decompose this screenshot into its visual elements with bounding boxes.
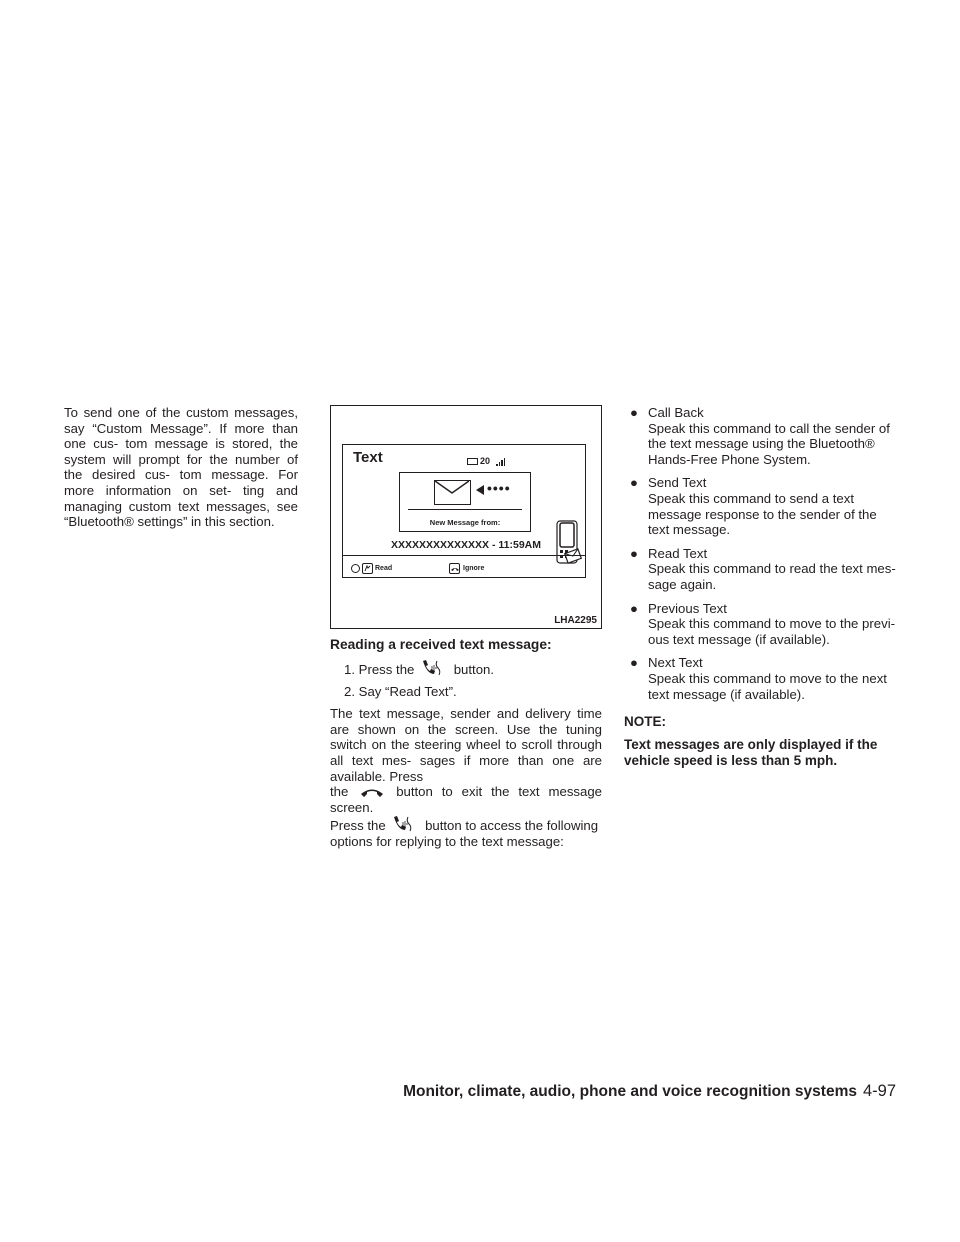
bullet-description: Speak this command to move to the previ- ous text message (if available). [648,616,896,647]
read-action[interactable] [351,561,392,577]
ignore-action[interactable] [449,561,484,577]
bullet-icon: ● [630,405,638,420]
step-1-suffix: button. [453,662,495,677]
ignore-label: Ignore [463,565,485,572]
display-screen [342,444,586,578]
custom-message-paragraph: To send one of the custom messages, say “Custom Message”. If more than one cus- tom message is stored, the system will prompt for the number of the desired cus- tom message. For more information on set- ting and managing custom text messages, see “Bluetooth® settings” in this section. [64,405,298,530]
section-title: Monitor, climate, audio, phone and voice recognition systems [403,1083,857,1100]
envelope-icon [434,480,471,505]
column-right [624,405,900,769]
list-item [624,475,900,537]
bullet-description: Speak this command to call the sender of the text message using the Bluetooth® Hands-Free Phone System. [648,420,890,467]
step-1-prefix: 1. Press the [344,662,415,677]
sender-line [391,539,541,551]
description-text-b-prefix: the [330,784,349,800]
bullet-description: Speak this command to read the text mes- sage again. [648,561,896,592]
phone-end-icon [359,785,385,799]
text-message-figure [330,405,602,629]
description-text-a: The text message, sender and delivery time are shown on the screen. Use the tuning switch on the steering wheel to scroll through all text mes- sages if more than one are available. Press [330,706,602,784]
steering-switch-icon [351,564,360,573]
talk-button-icon [420,659,448,677]
message-count-indicator [467,454,505,470]
signal-strength-icon [496,458,505,466]
bullet-title: Next Text [648,655,703,671]
description-paragraph [330,706,602,849]
delivery-time: - 11:59AM [491,539,542,551]
screen-title: Text [353,449,383,466]
incoming-arrow-icon [476,485,484,495]
bottom-divider [343,555,585,556]
dots-indicator: •••• [487,480,511,496]
figure-label: LHA2295 [554,615,597,626]
bullet-description: Speak this command to move to the next text message (if available). [648,670,887,702]
step-2: 2. Say “Read Text”. [344,683,457,699]
talk-button-icon [391,815,419,833]
column-left [64,405,298,530]
note-heading: NOTE: [624,714,666,730]
column-middle [330,405,602,850]
bullet-icon: ● [630,545,638,561]
step-1 [330,659,602,678]
bullet-title: Read Text [648,545,708,561]
bullet-title: Send Text [648,475,707,491]
bullet-title: Call Back [648,405,704,420]
description-text-d: options for replying to the text message: [330,833,564,849]
bullet-title: Previous Text [648,600,727,616]
message-count: 20 [480,456,491,466]
list-item [624,546,900,593]
envelope-small-icon [467,458,478,465]
note-text: Text messages are only displayed if the vehicle speed is less than 5 mph. [624,736,878,768]
description-text-c-suffix: button to access the following [425,818,599,834]
list-item [624,655,900,702]
list-item [624,405,900,467]
description-text-b-suffix: button to exit the text message screen. [330,784,603,815]
hang-up-icon [449,563,460,574]
sender-name: XXXXXXXXXXXXXX [391,539,490,551]
bullet-icon: ● [630,475,638,491]
read-label: Read [375,565,393,572]
description-text-c-prefix: Press the [330,818,386,834]
bullet-icon: ● [630,600,638,616]
talk-button-icon [362,563,373,574]
bullet-icon: ● [630,655,638,671]
page-number: 4-97 [862,1082,896,1100]
new-message-box [399,472,531,532]
divider [408,509,522,510]
bullet-description: Speak this command to send a text message response to the sender of the text message. [648,490,877,538]
list-item [624,601,900,648]
section-heading: Reading a received text message: [330,637,552,652]
page-footer [403,1082,896,1101]
bottom-action-bar [343,557,585,577]
new-message-from-label: New Message from: [429,518,501,527]
